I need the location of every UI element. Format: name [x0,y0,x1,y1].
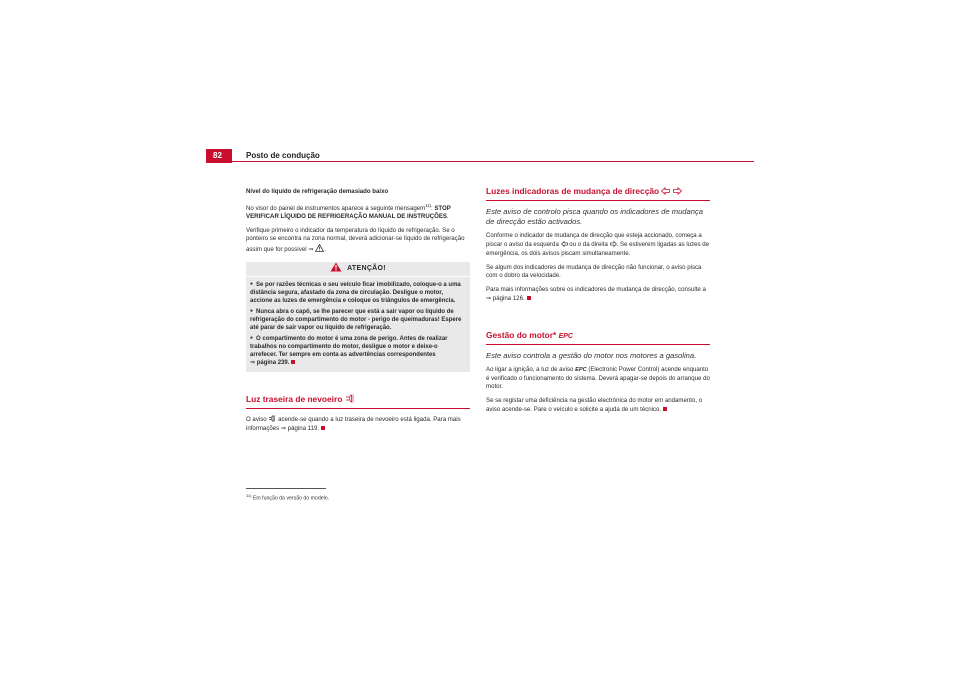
page-title: Posto de condução [246,151,320,160]
coolant-p1-end: . [447,213,449,221]
header-rule [206,161,754,162]
engine-management-heading [486,330,710,342]
coolant-p2-text: Verifique primeiro o indicador da temperatura do líquido de refrigeração. Se o ponteiro se encontra na zona normal, deverá adicionar-se líquido de refrigeração assim que for possível ⇒ [246,226,465,253]
page-number: 82 [206,149,232,163]
fog-light-paragraph [246,415,470,434]
turn-signal-heading [486,186,710,198]
epc-heading-rule [486,344,710,345]
turn-heading-rule [486,200,710,201]
footnote-marker: 11) [246,493,252,498]
epc-icon: EPC [558,333,573,341]
end-mark [663,407,667,411]
epc-icon: EPC [575,367,587,374]
epc-paragraph-1 [486,366,710,392]
warning-triangle-icon [330,262,347,275]
turn-p1-a: Conforme o indicador de mudança de direcção que esteja accionado, começa a piscar o aviso da esquerda [486,232,702,248]
fog-light-title: Luz traseira de nevoeiro [246,393,343,404]
coolant-heading: Nível do líquido de refrigeração demasiado baixo [246,188,389,195]
turn-left-icon [661,187,670,198]
epc-p1-b: (Electronic Power Control) acende enquanto é verificado o funcionamento do sistema. Deverá apagar-se depois do arranque do motor. [486,366,710,391]
coolant-p1-colon: : [430,204,435,212]
end-mark [321,426,325,430]
turn-right-icon [673,187,682,198]
warning-box [246,262,470,372]
coolant-p1-text: No visor do painel de instrumentos aparece a seguinte mensagem [246,204,426,212]
fog-p1-a: O aviso [246,415,267,423]
turn-p1-b: ou o da direita [569,240,608,248]
end-mark [527,296,531,300]
warning-triangle-icon [315,244,324,256]
warning-item: ● Nunca abra o capô, se lhe parecer que está a sair vapor ou líquido de refrigeração do compartimento do motor - perigo de queimaduras! Espere até parar de sair vapor ou líquido de refrigeração. [250,307,466,332]
turn-p3-text: Para mais informações sobre os indicadores de mudança de direcção, consulte a ⇒ página 126. [486,285,706,302]
turn-left-icon [561,241,568,251]
coolant-paragraph-1 [246,202,470,222]
turn-signal-subtitle: Este aviso de controlo pisca quando os indicadores de mudança de direcção estão activados. [486,207,703,226]
epc-p1-a: Ao ligar a ignição, a luz de aviso [486,366,574,374]
engine-management-subtitle: Este aviso controla a gestão do motor nos motores a gasolina. [486,351,697,361]
warning-ref-text: ⇒ página 239. [250,360,290,367]
coolant-p2-end: . [324,246,326,253]
fog-light-heading [246,394,470,406]
rear-fog-light-icon [268,415,276,426]
turn-p1-c: . Se estiverem ligadas as luzes de emergência, os dois avisos piscam simultaneamente. [486,240,710,258]
end-mark [291,360,295,364]
footnote-ref: 11) [425,202,431,208]
engine-management-title: Gestão do motor* [486,330,557,341]
warning-header [246,262,470,277]
left-column [246,188,470,439]
turn-signal-title: Luzes indicadoras de mudança de direcção [486,186,660,196]
warning-title: ATENÇÃO! [347,264,386,272]
epc-p2-text: Se se registar uma deficiência na gestão electrónica do motor em andamento, o aviso acende-se. Pare o veículo e solicite a ajuda de um técnico. [486,396,703,413]
coolant-paragraph-2 [246,227,470,256]
turn-paragraph-2: Se algum dos indicadores de mudança de direcção não funcionar, o aviso pisca com o dobro da velocidade. [486,263,702,280]
footnote-text: Em função da versão do modelo. [252,495,330,502]
fog-heading-rule [246,408,470,409]
right-column [486,186,710,419]
fog-p1-b: acende-se quando a luz traseira de nevoeiro está ligada. Para mais informações ⇒ página 119. [246,415,461,433]
warning-item: ● Se por razões técnicas o seu veículo ficar imobilizado, coloque-o a uma distância segura, afastado da zona de circulação. Desligue o motor, accione as luzes de emergência e coloque os triângulos de emergência. [250,280,466,305]
epc-paragraph-2 [486,397,710,414]
turn-paragraph-1 [486,232,710,259]
warning-item [250,334,466,359]
turn-paragraph-3 [486,286,710,303]
warning-item-text: O compartimento do motor é uma zona de perigo. Antes de realizar trabalhos no compartimento do motor, desligue o motor e deixe-o arrefecer. Ter sempre em conta as advertências correspondentes [250,336,448,359]
turn-right-icon [610,241,617,251]
footnote-rule [246,488,326,489]
rear-fog-light-icon [345,394,355,406]
coolant-message: STOP VERIFICAR LÍQUIDO DE REFRIGERAÇÃO MANUAL DE INSTRUÇÕES [246,204,451,221]
warning-ref [250,359,466,367]
footnote [246,493,329,502]
